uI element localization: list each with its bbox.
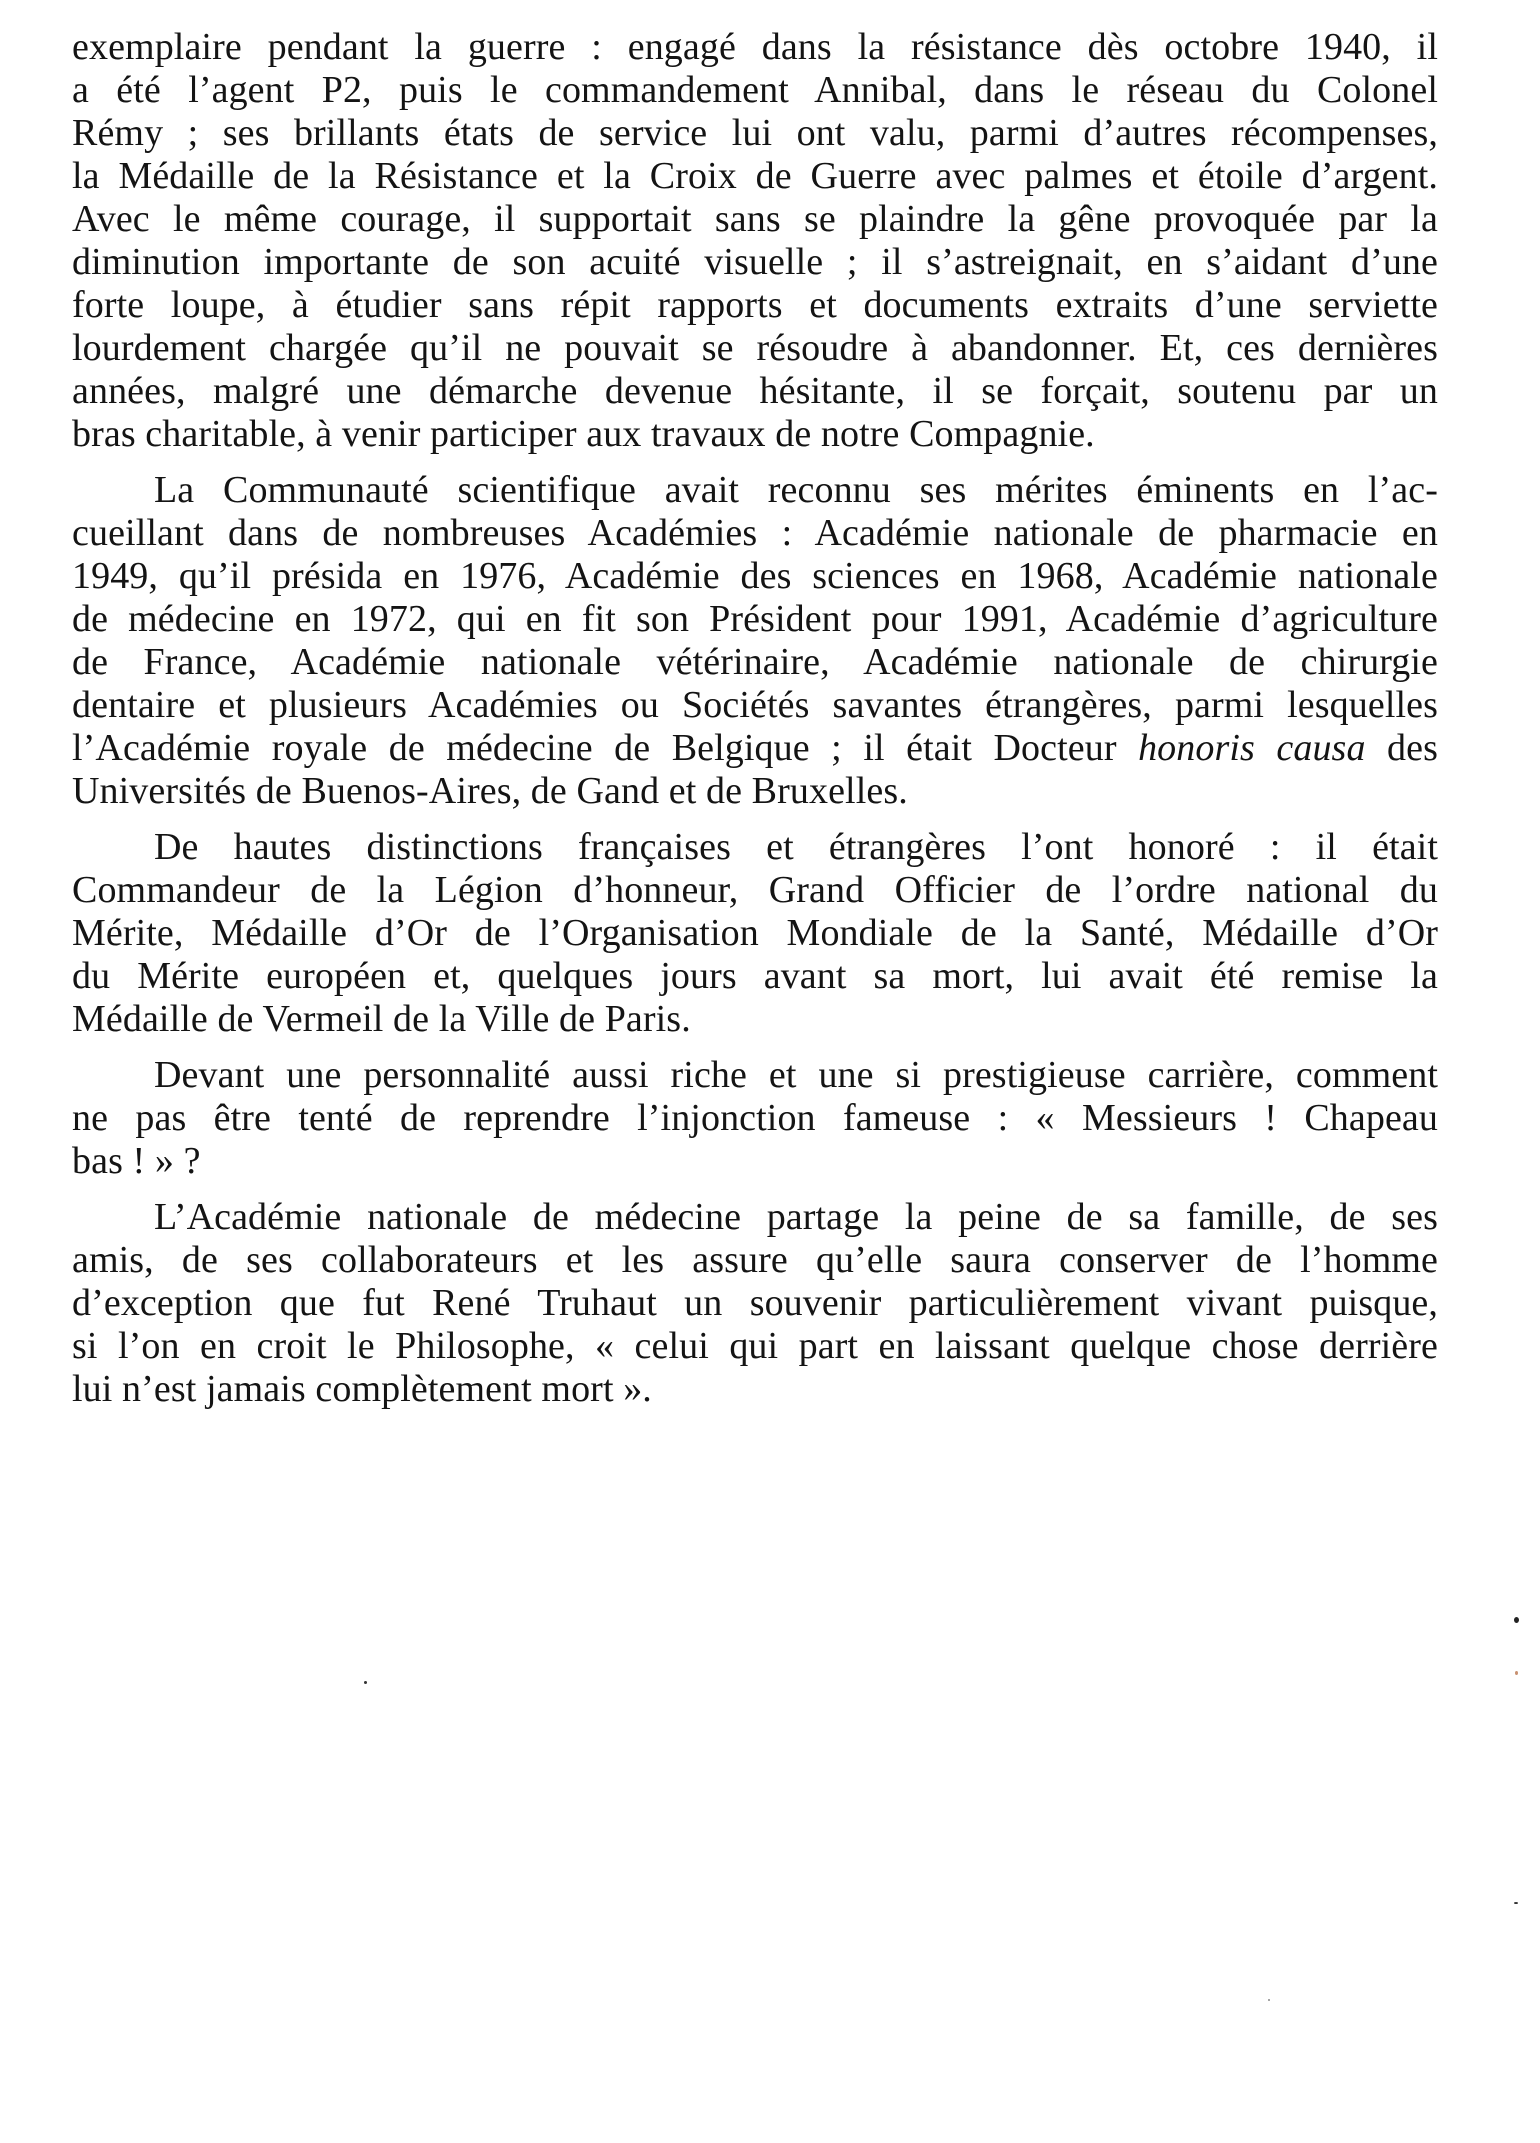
italic-phrase: honoris causa bbox=[1138, 727, 1366, 769]
paragraph-3 bbox=[72, 826, 1438, 1041]
text-line: diminution importante de son acuité visuelle ; il s’astreignait, en s’aidant d’une bbox=[72, 241, 1438, 283]
text-segment: des bbox=[1365, 727, 1438, 769]
scan-speck bbox=[1515, 1671, 1518, 1675]
scan-speck bbox=[1514, 1902, 1518, 1904]
text-line: ne pas être tenté de reprendre l’injonction fameuse : « Messieurs ! Chapeau bbox=[72, 1097, 1438, 1139]
text-line: La Communauté scientifique avait reconnu ses mérites éminents en l’ac- bbox=[154, 469, 1438, 511]
paragraph-4 bbox=[72, 1054, 1438, 1183]
text-line: exemplaire pendant la guerre : engagé dans la résistance dès octobre 1940, il bbox=[72, 26, 1438, 68]
paragraph-5 bbox=[72, 1196, 1438, 1411]
text-line: lourdement chargée qu’il ne pouvait se résoudre à abandonner. Et, ces dernières bbox=[72, 327, 1438, 369]
document-body bbox=[72, 26, 1438, 1411]
text-line: cueillant dans de nombreuses Académies : Académie nationale de pharmacie en bbox=[72, 512, 1438, 554]
scan-speck bbox=[1268, 1999, 1270, 2001]
text-line: années, malgré une démarche devenue hésitante, il se forçait, soutenu par un bbox=[72, 370, 1438, 412]
text-line: d’exception que fut René Truhaut un souvenir particulièrement vivant puisque, bbox=[72, 1282, 1438, 1324]
text-line: De hautes distinctions françaises et étrangères l’ont honoré : il était bbox=[154, 826, 1438, 868]
text-segment: l’Académie royale de médecine de Belgique ; il était Docteur bbox=[72, 727, 1139, 769]
text-line: bas ! » ? bbox=[72, 1140, 201, 1182]
text-line: forte loupe, à étudier sans répit rapports et documents extraits d’une serviette bbox=[72, 284, 1438, 326]
text-line: la Médaille de la Résistance et la Croix de Guerre avec palmes et étoile d’argent. bbox=[72, 155, 1438, 197]
scan-speck bbox=[1514, 1617, 1519, 1623]
text-line: Avec le même courage, il supportait sans se plaindre la gêne provoquée par la bbox=[72, 198, 1438, 240]
text-line: Commandeur de la Légion d’honneur, Grand Officier de l’ordre national du bbox=[72, 869, 1438, 911]
text-line: dentaire et plusieurs Académies ou Sociétés savantes étrangères, parmi lesquelles bbox=[72, 684, 1438, 726]
text-line: bras charitable, à venir participer aux travaux de notre Compagnie. bbox=[72, 413, 1095, 455]
text-line: amis, de ses collaborateurs et les assure qu’elle saura conserver de l’homme bbox=[72, 1239, 1438, 1281]
paragraph-1 bbox=[72, 26, 1438, 456]
text-line: Médaille de Vermeil de la Ville de Paris. bbox=[72, 998, 691, 1040]
text-line: du Mérite européen et, quelques jours avant sa mort, lui avait été remise la bbox=[72, 955, 1438, 997]
text-line-with-italic bbox=[72, 727, 1438, 770]
text-line: Universités de Buenos-Aires, de Gand et de Bruxelles. bbox=[72, 770, 908, 812]
scan-speck bbox=[364, 1681, 367, 1684]
text-line: L’Académie nationale de médecine partage la peine de sa famille, de ses bbox=[154, 1196, 1438, 1238]
paragraph-2 bbox=[72, 469, 1438, 813]
text-line: de France, Académie nationale vétérinaire, Académie nationale de chirurgie bbox=[72, 641, 1438, 683]
text-line: Devant une personnalité aussi riche et une si prestigieuse carrière, comment bbox=[154, 1054, 1438, 1096]
text-line: a été l’agent P2, puis le commandement Annibal, dans le réseau du Colonel bbox=[72, 69, 1438, 111]
text-line: de médecine en 1972, qui en fit son Président pour 1991, Académie d’agriculture bbox=[72, 598, 1438, 640]
text-line: 1949, qu’il présida en 1976, Académie des sciences en 1968, Académie nationale bbox=[72, 555, 1438, 597]
text-line: Mérite, Médaille d’Or de l’Organisation Mondiale de la Santé, Médaille d’Or bbox=[72, 912, 1438, 954]
text-line: Rémy ; ses brillants états de service lui ont valu, parmi d’autres récompenses, bbox=[72, 112, 1438, 154]
text-line: lui n’est jamais complètement mort ». bbox=[72, 1368, 652, 1410]
text-line: si l’on en croit le Philosophe, « celui qui part en laissant quelque chose derrière bbox=[72, 1325, 1438, 1367]
